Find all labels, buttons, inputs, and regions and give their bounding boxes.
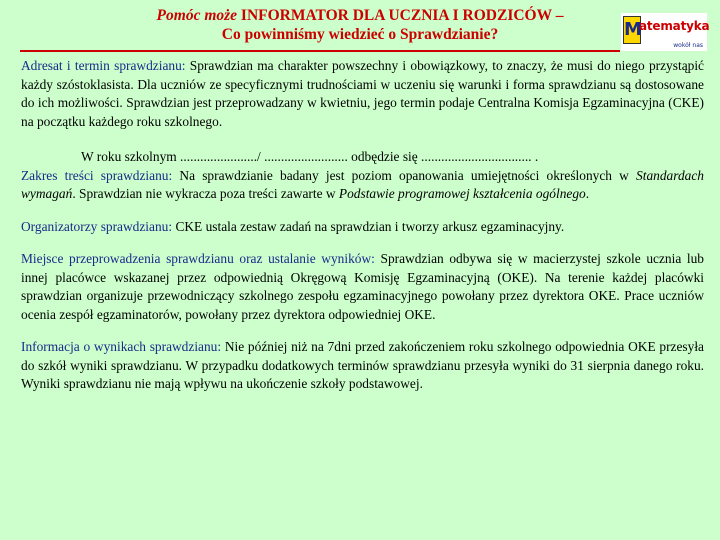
label-zakres: Zakres treści sprawdzianu: <box>21 167 173 183</box>
text-miejsce: Sprawdzian odbywa się w macierzystej szkole ucznia lub innej placówce wskazanej przez odpowiednią Okręgową Komisję Egzaminacyjną (OKE). Na terenie każdej placówki sprawdzian organizuje przewodniczący szkolnego zespołu egzaminacyjnego powołany przez dyrektora OKE. Prace uczniów ocenia zespół egzaminatorów, powołany przez dyrektora odpowiedniej OKE. <box>21 251 704 322</box>
text-zakres-c: . <box>585 186 590 201</box>
text-zakres-a: Na sprawdzianie badany jest poziom opanowania umiejętności określonych w <box>172 167 637 183</box>
header-title-line-1: INFORMATOR DLA UCZNIA I RODZICÓW – <box>240 7 564 24</box>
logo-word: atematyka <box>639 19 710 33</box>
header-divider <box>20 50 620 52</box>
matematyka-logo <box>621 13 710 51</box>
text-zakres-podstawa: Podstawie programowej kształcenia ogólnego <box>338 186 586 201</box>
label-organizatorzy: Organizatorzy sprawdzianu: <box>21 218 173 234</box>
header-line-1 <box>0 6 720 25</box>
header-lead: Pomóc może <box>156 7 238 24</box>
page-header <box>0 6 720 44</box>
label-adresat: Adresat i termin sprawdzianu: <box>21 58 186 73</box>
paragraph-rok-szkolny <box>21 148 704 167</box>
text-organizatorzy: CKE ustala zestaw zadań na sprawdzian i tworzy arkusz egzaminacyjny. <box>172 218 565 234</box>
label-informacja: Informacja o wynikach sprawdzianu: <box>21 339 222 354</box>
text-zakres-standardy: Standardach wymagań <box>21 167 704 201</box>
paragraph-organizatorzy <box>21 218 704 237</box>
text-informacja: Nie później niż na 7dni przed zakończeniem roku szkolnego odpowiednia OKE przesyła do szkół wyniki sprawdzianu. W przypadku dodatkowych terminów sprawdzianu przesyła wyniki do 31 sierpnia danego roku. Wyniki sprawdzianu nie mają wpływu na ukończenie szkoły podstawowej. <box>21 339 704 391</box>
document-body <box>21 57 704 394</box>
header-title-line-2: Co powinniśmy wiedzieć o Sprawdzianie? <box>221 26 499 43</box>
text-adresat: Sprawdzian ma charakter powszechny i obowiązkowy, to znaczy, że musi do niego przystąpić każdy szóstoklasista. Dla uczniów ze specyficznymi trudnościami w uczeniu się warunki i forma sprawdzianu są dostosowane do ich możliwości. Sprawdzian jest przeprowadzany w kwietniu, jego termin podaje Centralna Komisja Egzaminacyjna (CKE) na początku każdego roku szkolnego. <box>21 58 704 129</box>
paragraph-adresat <box>21 57 704 131</box>
logo-letter: M <box>623 16 641 44</box>
paragraph-informacja <box>21 338 704 394</box>
text-rok-szkolny: W roku szkolnym ......................./ ......................... odbędzie się ................................. . <box>81 149 539 164</box>
logo-publisher: wokół nas <box>673 42 703 49</box>
text-zakres-b: . Sprawdzian nie wykracza poza treści zawarte w <box>72 186 339 201</box>
label-miejsce: Miejsce przeprowadzenia sprawdzianu oraz ustalanie wyników: <box>21 251 375 266</box>
paragraph-miejsce <box>21 250 704 324</box>
paragraph-zakres <box>21 167 704 204</box>
